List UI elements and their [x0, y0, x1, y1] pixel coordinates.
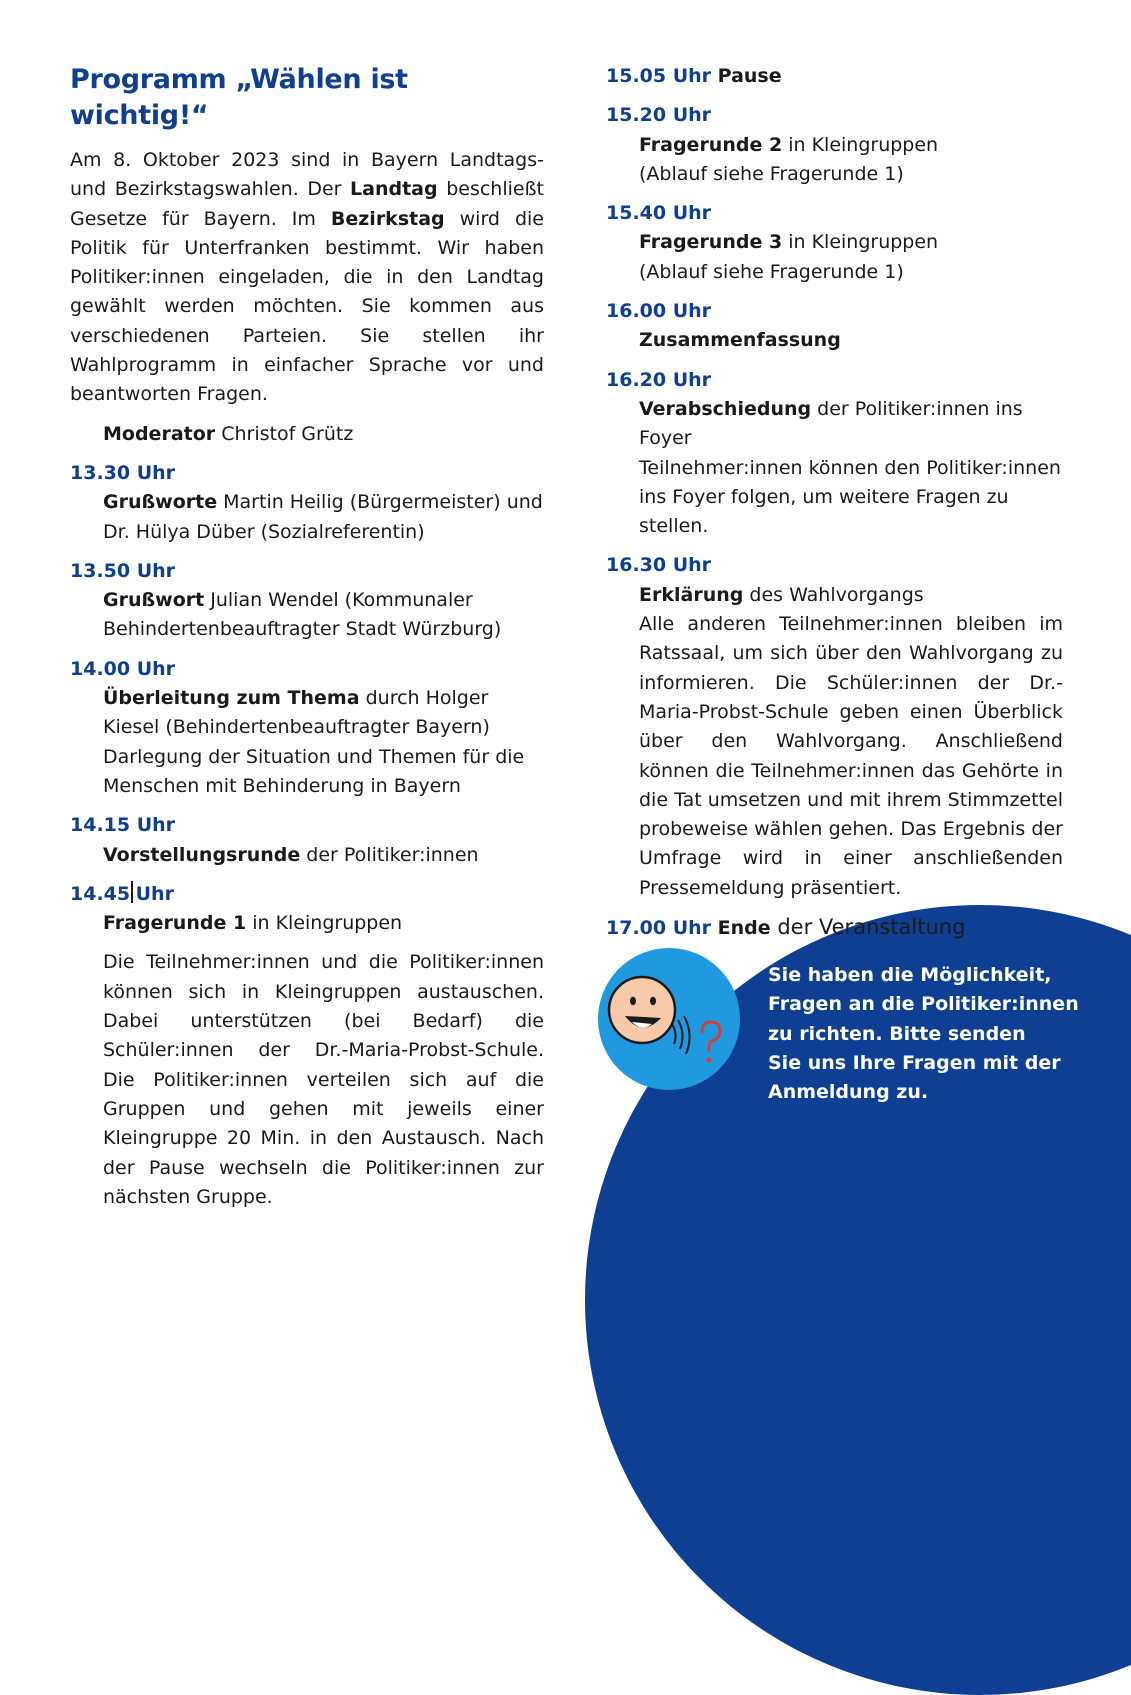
- callout-line: Fragen an die Politiker:innen: [768, 993, 1079, 1016]
- schedule-time: [70, 880, 544, 909]
- text-segment: Behindertenbeauftragter Stadt Würzburg): [103, 618, 502, 641]
- callout-line: Anmeldung zu.: [768, 1081, 929, 1104]
- time-value: 17.00 Uhr: [606, 917, 712, 940]
- text-segment: durch Holger: [359, 687, 489, 710]
- text-segment: Dr. Hülya Düber (Sozialreferentin): [103, 520, 425, 543]
- schedule-line: [103, 518, 544, 547]
- text-segment: Am 8. Oktober 2023 sind in Bayern Landtags- und Bezirkstagswahlen. Der: [70, 149, 544, 201]
- time-inline-label: Pause: [717, 65, 782, 87]
- schedule-line: [103, 615, 544, 644]
- schedule-block: [606, 551, 1063, 903]
- schedule-line: [103, 772, 544, 801]
- bold-term: Erklärung: [639, 583, 744, 606]
- bold-term: Vorstellungsrunde: [103, 843, 301, 866]
- text-cursor: [131, 881, 133, 903]
- schedule-block: [70, 459, 544, 547]
- schedule-block: [70, 655, 544, 801]
- text-segment: (Ablauf siehe Fragerunde 1): [639, 260, 904, 283]
- schedule-time: [606, 101, 1063, 130]
- bold-term: Grußwort: [103, 589, 205, 612]
- moderator-label: Moderator: [103, 422, 216, 445]
- schedule-line: [639, 160, 1063, 189]
- time-hour: 14.45: [70, 882, 131, 905]
- text-segment: ins Foyer folgen, um weitere Fragen zu stellen.: [639, 485, 1009, 538]
- text-segment: (Ablauf siehe Fragerunde 1): [639, 162, 904, 185]
- time-value: 16.00 Uhr: [606, 300, 712, 323]
- text-segment: der Politiker:innen ins Foyer: [639, 397, 1023, 450]
- text-segment: Martin Heilig (Bürgermeister) und: [217, 491, 543, 514]
- schedule-block: [70, 811, 544, 870]
- schedule-time: [70, 557, 544, 586]
- bold-term: Verabschiedung: [639, 397, 812, 420]
- schedule-block-1445: [70, 880, 544, 1212]
- text-segment: Darlegung der Situation und Themen für die: [103, 745, 525, 768]
- schedule-time: [70, 655, 544, 684]
- schedule-line: [103, 909, 544, 938]
- schedule-block: [606, 913, 1063, 943]
- text-segment: des Wahlvorgangs: [743, 583, 924, 606]
- time-value: 15.40 Uhr: [606, 202, 712, 225]
- schedule-block: [606, 297, 1063, 356]
- schedule-line: [639, 581, 1063, 610]
- callout-line: Sie haben die Möglichkeit,: [768, 964, 1052, 986]
- text-segment: in Kleingruppen: [782, 133, 939, 156]
- callout-text: [768, 961, 1098, 1107]
- bold-term: Überleitung zum Thema: [103, 687, 360, 710]
- schedule-line: [103, 841, 544, 870]
- schedule-block: [70, 557, 544, 645]
- schedule-line: [103, 586, 544, 615]
- bold-term: Zusammenfassung: [639, 329, 841, 352]
- schedule-time: [606, 551, 1063, 580]
- text-segment: Teilnehmer:innen können den Politiker:innen: [639, 456, 1061, 479]
- text-segment: der Politiker:innen: [300, 843, 479, 866]
- moderator-name: Christof Grütz: [215, 422, 354, 445]
- bold-term: Fragerunde 2: [639, 133, 783, 156]
- schedule-time: [606, 913, 1063, 943]
- time-value: 16.30 Uhr: [606, 554, 712, 577]
- text-segment: wird die Politik für Unterfranken bestimmt. Wir haben Politiker:innen eingeladen, die in den Landtag gewählt werden möchten. Sie kommen aus verschiedenen Parteien. Sie stellen ihr Wahlprogramm in einfacher Sprache vor und beantworten Fragen.: [70, 207, 544, 406]
- bold-term: Bezirkstag: [330, 207, 445, 230]
- page-title: Programm „Wählen ist wichtig!“: [70, 64, 408, 131]
- time-value: 13.50 Uhr: [70, 559, 176, 582]
- bold-term: Grußworte: [103, 491, 218, 514]
- time-value: 15.05 Uhr: [606, 65, 712, 87]
- schedule-time: [70, 811, 544, 840]
- schedule-line: [639, 131, 1063, 160]
- schedule-line: [103, 488, 544, 517]
- schedule-paragraph: Alle anderen Teilnehmer:innen bleiben im Ratssaal, um sich über den Wahlvorgang zu informieren. Die Schüler:innen der Dr.-Maria-Probst-Schule geben einen Überblick über den Wahlvorgang. Anschließend können die Teilnehmer:innen das Gehörte in die Tat umsetzen und mit ihrem Stimmzettel probeweise wählen gehen. Das Ergebnis der Umfrage wird in einer anschließenden Pressemeldung präsentiert.: [639, 613, 1063, 899]
- text-segment: beschließt Gesetze für Bayern. Im: [70, 178, 544, 230]
- text-segment: Julian Wendel (Kommunaler: [204, 589, 473, 612]
- schedule-block: [606, 101, 1063, 189]
- text-segment: Kiesel (Behindertenbeauftragter Bayern): [103, 716, 490, 739]
- schedule-time: [70, 459, 544, 488]
- schedule-line: [103, 743, 544, 772]
- time-inline-rest: der Veranstaltung: [770, 915, 966, 940]
- schedule-block: [606, 366, 1063, 542]
- time-inline-label: Ende: [717, 917, 771, 940]
- schedule-line: [103, 713, 544, 742]
- left-schedule: [70, 459, 544, 870]
- callout-line: zu richten. Bitte senden: [768, 1022, 1026, 1045]
- schedule-time: [606, 62, 1063, 91]
- moderator-line: [103, 420, 544, 449]
- speaking-smiley-question-icon: [598, 948, 740, 1090]
- schedule-line: [639, 454, 1063, 483]
- schedule-block: [606, 62, 1063, 91]
- right-column: [606, 62, 1063, 943]
- time-value: 13.30 Uhr: [70, 461, 176, 484]
- schedule-line: [639, 228, 1063, 257]
- callout-line: Sie uns Ihre Fragen mit der: [768, 1051, 1061, 1074]
- schedule-time: [606, 366, 1063, 395]
- bold-term: Fragerunde 3: [639, 231, 783, 254]
- time-value: 15.20 Uhr: [606, 104, 712, 127]
- time-value: 14.15 Uhr: [70, 814, 176, 837]
- time-value: 14.00 Uhr: [70, 657, 176, 680]
- schedule-line: [639, 395, 1063, 454]
- schedule-block: [606, 199, 1063, 287]
- schedule-line: [639, 258, 1063, 287]
- text-segment: in Kleingruppen: [782, 231, 939, 254]
- left-column: [70, 62, 544, 1212]
- time-value: 16.20 Uhr: [606, 368, 712, 391]
- text-segment: in Kleingruppen: [246, 912, 403, 935]
- time-unit: Uhr: [135, 882, 174, 905]
- schedule-time: [606, 199, 1063, 228]
- bold-term: Landtag: [350, 178, 438, 201]
- right-schedule: [606, 62, 1063, 943]
- schedule-line: [639, 483, 1063, 542]
- schedule-line: [103, 684, 544, 713]
- bold-term: Fragerunde 1: [103, 912, 247, 935]
- intro-paragraph: [70, 146, 544, 410]
- text-segment: Menschen mit Behinderung in Bayern: [103, 774, 461, 797]
- schedule-time: [606, 297, 1063, 326]
- schedule-line: [639, 326, 1063, 355]
- schedule-paragraph: Die Teilnehmer:innen und die Politiker:innen können sich in Kleingruppen austauschen. Dabei unterstützen (bei Bedarf) die Schüler:innen der Dr.-Maria-Probst-Schule. Die Politiker:innen verteilen sich auf die Gruppen und gehen mit jeweils einer Kleingruppe 20 Min. in den Austausch. Nach der Pause wechseln die Politiker:innen zur nächsten Gruppe.: [103, 951, 544, 1208]
